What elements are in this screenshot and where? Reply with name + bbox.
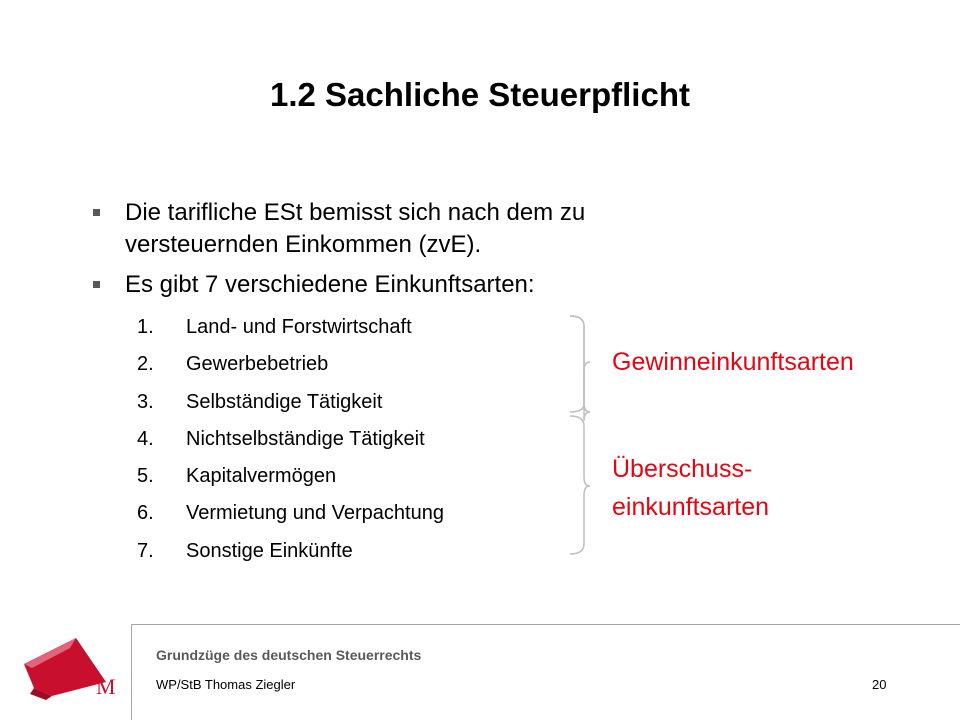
square-bullet-icon: [93, 209, 100, 216]
list-item: [137, 498, 567, 535]
list-item: [137, 387, 567, 424]
list-label: Kapitalvermögen: [186, 465, 337, 488]
bullet-item: [90, 269, 790, 301]
bullet-item: [90, 197, 790, 261]
footer-divider-horizontal: [131, 624, 960, 625]
list-number: 6.: [137, 502, 154, 525]
bullet-list: [90, 197, 790, 301]
slide-title: 1.2 Sachliche Steuerpflicht: [270, 76, 690, 113]
list-number: 7.: [137, 539, 154, 562]
surplus-income-label-line1: Überschuss-: [612, 455, 753, 483]
list-number: 1.: [137, 316, 154, 338]
income-type-list: [137, 312, 567, 573]
list-number: 2.: [137, 353, 154, 376]
surplus-income-label-line2: einkunftsarten: [612, 493, 770, 521]
list-item: [137, 424, 567, 461]
list-item: [137, 312, 567, 349]
list-label: Sonstige Einkünfte: [186, 539, 353, 562]
list-label: Nichtselbständige Tätigkeit: [186, 427, 425, 450]
list-label: Land- und Forstwirtschaft: [186, 316, 412, 338]
author-name: WP/StB Thomas Ziegler: [156, 677, 296, 692]
surplus-income-label: [612, 450, 769, 526]
footer-divider-vertical: [131, 624, 132, 720]
page-number: 20: [872, 677, 887, 692]
list-label: Vermietung und Verpachtung: [186, 502, 444, 525]
list-item: [137, 536, 567, 573]
list-number: 3.: [137, 390, 154, 413]
brace-bracket-icon: [566, 312, 594, 422]
bullet-text: Die tarifliche ESt bemisst sich nach dem zu: [125, 199, 586, 226]
list-number: 5.: [137, 465, 154, 488]
list-item: [137, 349, 567, 386]
square-bullet-icon: [93, 281, 100, 288]
list-item: [137, 461, 567, 498]
list-label: Gewerbebetrieb: [186, 353, 329, 376]
profit-income-label: Gewinneinkunftsarten: [612, 348, 854, 376]
list-number: 4.: [137, 427, 154, 450]
bullet-text-continued: versteuernden Einkommen (zvE).: [125, 231, 482, 258]
bullet-text: Es gibt 7 verschiedene Einkunftsarten:: [125, 271, 535, 298]
university-logo-icon: [10, 628, 130, 700]
list-label: Selbständige Tätigkeit: [186, 390, 383, 413]
logo-letter: M: [96, 674, 116, 699]
course-title: Grundzüge des deutschen Steuerrechts: [156, 647, 422, 663]
